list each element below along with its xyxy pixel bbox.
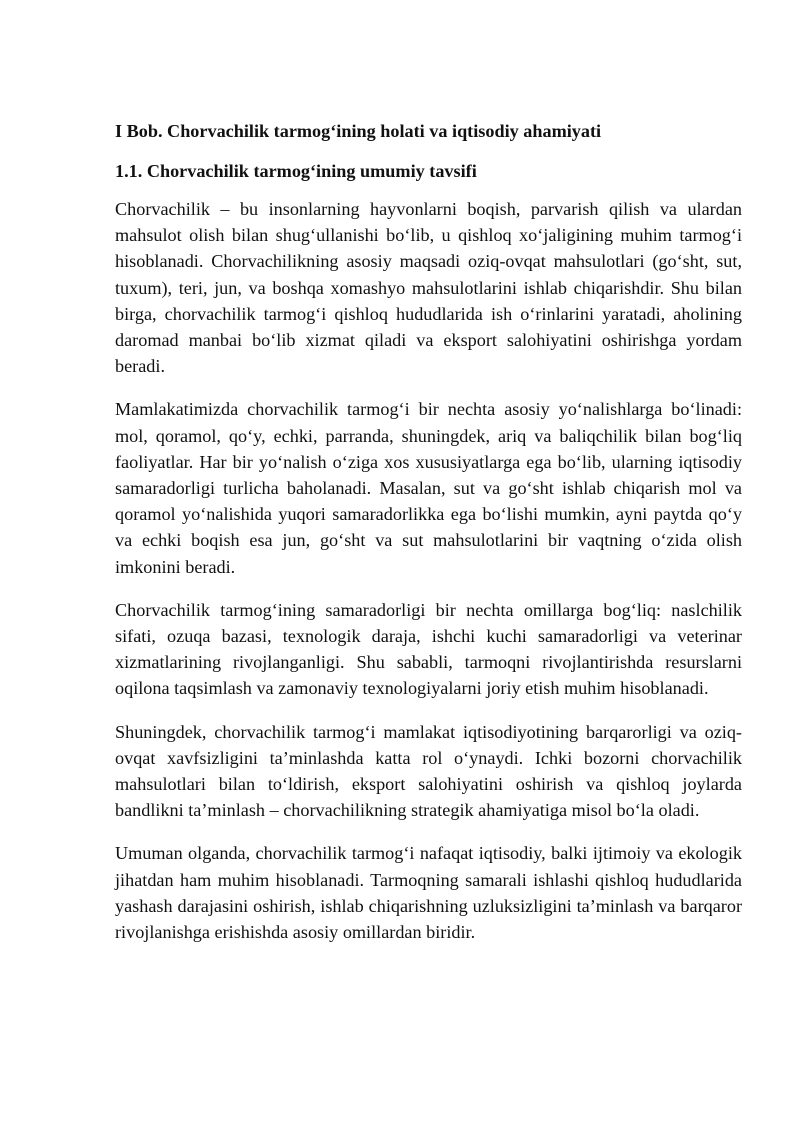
paragraph-2: Mamlakatimizda chorvachilik tarmog‘i bir nechta asosiy yo‘nalishlarga bo‘linadi: mol, qoramol, qo‘y, echki, parranda, shuningdek, ariq va baliqchilik bilan bog‘liq faoliyatlar. Har bir yo‘nalish o‘ziga xos xususiyatlarga ega bo‘lib, ularning iqtisodiy samaradorligi turlicha baholanadi. Masalan, sut va go‘sht ishlab chiqarish mol va qoramol yo‘nalishida yuqori samaradorlikka ega bo‘lishi mumkin, ayni paytda qo‘y va echki boqish esa jun, go‘sht va sut mahsulotlarini bir vaqtning o‘zida olish imkonini beradi. [115, 399, 742, 577]
paragraph-3: Chorvachilik tarmog‘ining samaradorligi bir nechta omillarga bog‘liq: naslchilik sifati, ozuqa bazasi, texnologik daraja, ishchi kuchi samaradorligi va veterinar xizmatlarining rivojlanganligi. Shu sababli, tarmoqni rivojlantirishda resurslarni oqilona taqsimlash va zamonaviy texnologiyalarni joriy etish muhim hisoblanadi. [115, 599, 742, 699]
section-title: 1.1. Chorvachilik tarmog‘ining umumiy tavsifi [115, 161, 477, 181]
document-page [115, 118, 742, 962]
paragraph-4: Shuningdek, chorvachilik tarmog‘i mamlakat iqtisodiyotining barqarorligi va oziq-ovqat xavfsizligini ta’minlashda katta rol o‘ynaydi. Ichki bozorni chorvachilik mahsulotlari bilan to‘ldirish, eksport salohiyatini oshirish va qishloq joylarda bandlikni ta’minlash – chorvachilikning strategik ahamiyatiga misol bo‘la oladi. [115, 721, 742, 821]
paragraph-5: Umuman olganda, chorvachilik tarmog‘i nafaqat iqtisodiy, balki ijtimoiy va ekologik jihatdan ham muhim hisoblanadi. Tarmoqning samarali ishlashi qishloq hududlarida yashash darajasini oshirish, ishlab chiqarishning uzluksizligini ta’minlash va barqaror rivojlanishga erishishda asosiy omillardan biridir. [115, 843, 742, 943]
paragraph-1: Chorvachilik – bu insonlarning hayvonlarni boqish, parvarish qilish va ulardan mahsulot olish bilan shug‘ullanishi bo‘lib, u qishloq xo‘jaligining muhim tarmog‘i hisoblanadi. Chorvachilikning asosiy maqsadi oziq-ovqat mahsulotlari (go‘sht, sut, tuxum), teri, jun, va boshqa xomashyo mahsulotlarini ishlab chiqarishdir. Shu bilan birga, chorvachilik tarmog‘i qishloq hududlarida ish o‘rinlarini yaratadi, aholining daromad manbai bo‘lib xizmat qiladi va eksport salohiyatini oshirishga yordam beradi. [115, 199, 742, 377]
chapter-title: I Bob. Chorvachilik tarmog‘ining holati va iqtisodiy ahamiyati [115, 121, 602, 141]
